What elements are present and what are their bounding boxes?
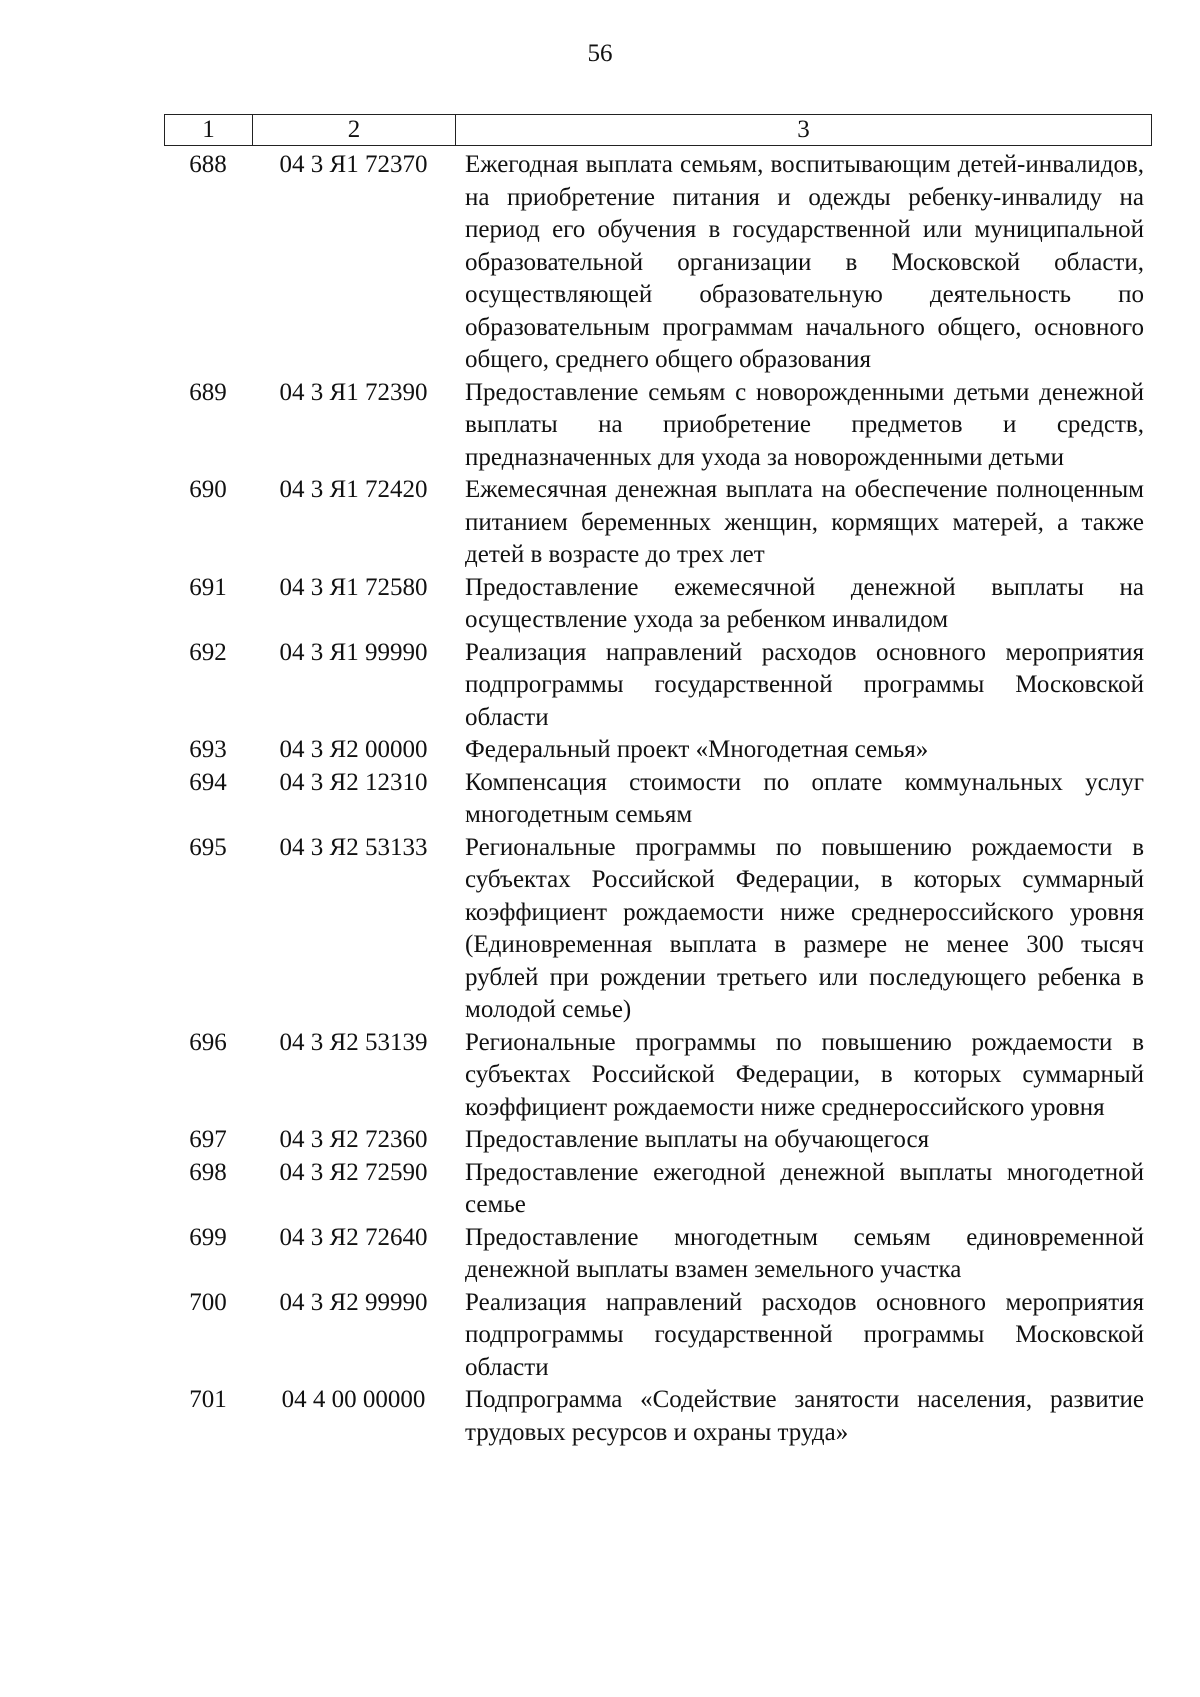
- column-header-2: 2: [253, 115, 456, 145]
- page-number: 56: [587, 40, 613, 67]
- row-code: 04 3 Я1 72420: [279, 476, 428, 503]
- table-row: [164, 1124, 1152, 1157]
- row-code: 04 3 Я2 12310: [279, 768, 428, 796]
- row-code: 04 3 Я1 72580: [279, 573, 428, 601]
- table-row: [164, 149, 1152, 377]
- row-code: 04 3 Я1 99990: [279, 638, 428, 666]
- row-number: 701: [189, 1386, 227, 1413]
- row-number: 689: [189, 378, 227, 406]
- row-code: 04 4 00 00000: [281, 1386, 426, 1413]
- table-row: [164, 832, 1152, 1027]
- row-code: 04 3 Я2 72640: [279, 1223, 428, 1251]
- row-number: 695: [189, 833, 227, 861]
- table-row: [164, 1222, 1152, 1287]
- budget-classification-table: [164, 114, 1152, 1449]
- table-body: [164, 149, 1152, 1449]
- row-code: 04 3 Я2 53133: [279, 833, 428, 861]
- row-code: 04 3 Я2 72360: [279, 1126, 428, 1153]
- row-code: 04 3 Я1 72390: [279, 378, 428, 406]
- row-code: 04 3 Я2 00000: [279, 736, 428, 763]
- row-code: 04 3 Я2 72590: [279, 1158, 428, 1186]
- row-description: Предоставление ежегодной денежной выплаты многодетной семье: [465, 1158, 1144, 1218]
- table-row: [164, 1384, 1152, 1449]
- table-row: [164, 734, 1152, 767]
- row-number: 688: [189, 151, 227, 178]
- column-header-3: 3: [797, 116, 810, 143]
- row-number: 692: [189, 638, 227, 666]
- row-description: Подпрограмма «Содействие занятости населения, развитие трудовых ресурсов и охраны труда»: [465, 1386, 1144, 1446]
- row-description: Реализация направлений расходов основного мероприятия подпрограммы государственной программы Московской области: [465, 638, 1144, 731]
- row-code: 04 3 Я2 99990: [279, 1288, 428, 1316]
- row-description: Предоставление семьям с новорожденными детьми денежной выплаты на приобретение предметов и средств, предназначенных для ухода за новорожденными детьми: [465, 378, 1144, 471]
- table-row: [164, 377, 1152, 475]
- row-number: 696: [189, 1028, 227, 1056]
- row-number: 700: [189, 1288, 227, 1316]
- row-number: 699: [189, 1223, 227, 1251]
- column-header-1: 1: [165, 115, 253, 145]
- row-description: Предоставление многодетным семьям единовременной денежной выплаты взамен земельного участка: [465, 1223, 1144, 1283]
- row-description: Региональные программы по повышению рождаемости в субъектах Российской Федерации, в которых суммарный коэффициент рождаемости ниже среднероссийского уровня (Единовременная выплата в размере не менее 300 тысяч рублей при рождении третьего или последующего ребенка в молодой семье): [465, 833, 1144, 1023]
- row-number: 693: [189, 736, 227, 763]
- row-code: 04 3 Я2 53139: [279, 1028, 428, 1056]
- row-number: 690: [189, 476, 227, 503]
- row-description: Федеральный проект «Многодетная семья»: [465, 736, 929, 763]
- row-description: Предоставление выплаты на обучающегося: [465, 1126, 930, 1153]
- row-number: 694: [189, 768, 227, 796]
- row-number: 697: [189, 1126, 227, 1153]
- table-header-row: [164, 114, 1152, 146]
- table-row: [164, 767, 1152, 832]
- row-code: 04 3 Я1 72370: [279, 151, 428, 178]
- table-row: [164, 474, 1152, 572]
- table-row: [164, 572, 1152, 637]
- table-row: [164, 1287, 1152, 1385]
- row-description: Реализация направлений расходов основного мероприятия подпрограммы государственной программы Московской области: [465, 1288, 1144, 1381]
- row-description: Компенсация стоимости по оплате коммунальных услуг многодетным семьям: [465, 768, 1144, 828]
- table-row: [164, 1027, 1152, 1125]
- row-description: Ежемесячная денежная выплата на обеспечение полноценным питанием беременных женщин, кормящих матерей, а также детей в возрасте до трех лет: [465, 476, 1144, 568]
- row-description: Региональные программы по повышению рождаемости в субъектах Российской Федерации, в которых суммарный коэффициент рождаемости ниже среднероссийского уровня: [465, 1028, 1144, 1121]
- table-row: [164, 1157, 1152, 1222]
- row-description: Ежегодная выплата семьям, воспитывающим детей-инвалидов, на приобретение питания и одежды ребенку-инвалиду на период его обучения в государственной или муниципальной образовательной организации в Московской области, осуществляющей образовательную деятельность по образовательным программам начального общего, основного общего, среднего общего образования: [465, 151, 1144, 373]
- row-number: 691: [189, 573, 227, 601]
- table-row: [164, 637, 1152, 735]
- row-description: Предоставление ежемесячной денежной выплаты на осуществление ухода за ребенком инвалидом: [465, 573, 1144, 633]
- row-number: 698: [189, 1158, 227, 1186]
